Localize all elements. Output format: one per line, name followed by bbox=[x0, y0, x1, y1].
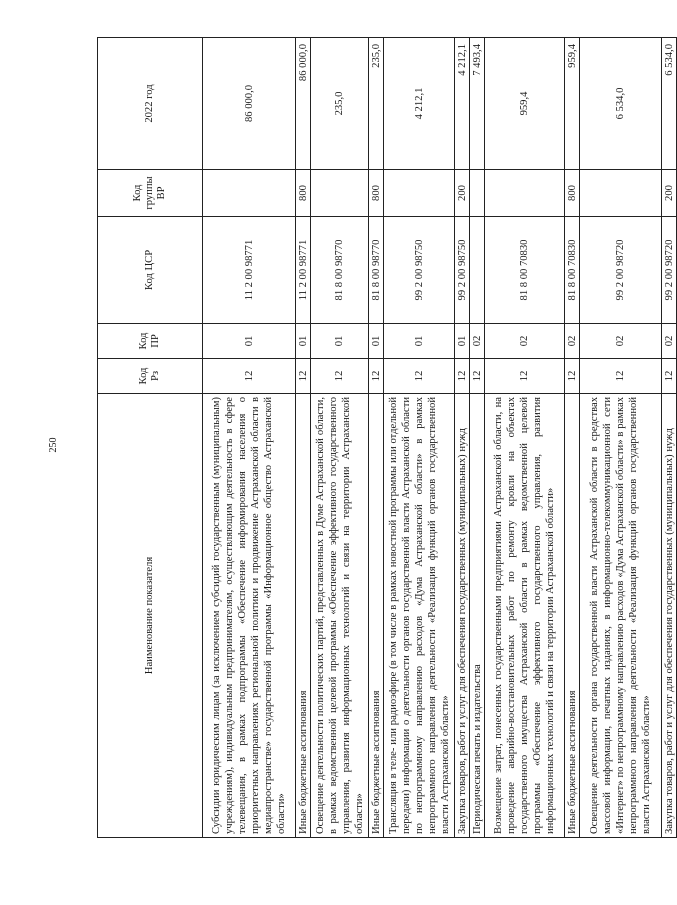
cell-pr: 01 bbox=[296, 324, 311, 359]
cell-vr: 800 bbox=[369, 170, 384, 217]
budget-table bbox=[97, 37, 677, 838]
cell-vr bbox=[470, 170, 485, 217]
header-csr: Код ЦСР bbox=[98, 217, 203, 324]
table-row bbox=[580, 38, 662, 838]
cell-pr: 01 bbox=[455, 324, 470, 359]
cell-name: Закупка товаров, работ и услуг для обеспечения государственных (муниципальных) нужд bbox=[662, 394, 677, 838]
cell-vr bbox=[384, 170, 455, 217]
cell-rz: 12 bbox=[296, 359, 311, 394]
cell-csr bbox=[470, 217, 485, 324]
cell-name: Закупка товаров, работ и услуг для обеспечения государственных (муниципальных) нужд bbox=[455, 394, 470, 838]
cell-vr bbox=[203, 170, 296, 217]
cell-rz: 12 bbox=[311, 359, 369, 394]
cell-rz: 12 bbox=[384, 359, 455, 394]
cell-name: Иные бюджетные ассигнования bbox=[369, 394, 384, 838]
table-row bbox=[470, 38, 485, 838]
table-row bbox=[485, 38, 565, 838]
cell-csr: 81 8 00 70830 bbox=[485, 217, 565, 324]
cell-name: Освещение деятельности органа государственной власти Астраханской области в средствах массовой информации, печатных изданиях, в информационно-телекоммуникационной сети «Интернет» по непрограммному направлению расходов «Дума Астраханской области» в рамках непрограммного направления деятельности «Реализация функций органов государственной власти Астраханской области» bbox=[580, 394, 662, 838]
cell-rz: 12 bbox=[455, 359, 470, 394]
cell-amount: 6 534,0 bbox=[580, 38, 662, 170]
cell-csr: 11 2 00 98771 bbox=[203, 217, 296, 324]
cell-name: Иные бюджетные ассигнования bbox=[565, 394, 580, 838]
cell-csr: 99 2 00 98750 bbox=[455, 217, 470, 324]
cell-rz: 12 bbox=[565, 359, 580, 394]
table-row bbox=[662, 38, 677, 838]
cell-amount: 959,4 bbox=[485, 38, 565, 170]
cell-amount: 4 212,1 bbox=[384, 38, 455, 170]
table-row bbox=[455, 38, 470, 838]
header-year: 2022 год bbox=[98, 38, 203, 170]
cell-name: Периодическая печать и издательства bbox=[470, 394, 485, 838]
cell-amount: 86 000,0 bbox=[203, 38, 296, 170]
cell-pr: 02 bbox=[485, 324, 565, 359]
cell-pr: 02 bbox=[565, 324, 580, 359]
cell-pr: 02 bbox=[580, 324, 662, 359]
cell-vr: 800 bbox=[296, 170, 311, 217]
table-row bbox=[384, 38, 455, 838]
cell-csr: 81 8 00 98770 bbox=[369, 217, 384, 324]
header-name: Наименование показателя bbox=[98, 394, 203, 838]
cell-rz: 12 bbox=[470, 359, 485, 394]
cell-rz: 12 bbox=[369, 359, 384, 394]
page-number: 250 bbox=[48, 437, 59, 453]
cell-pr: 01 bbox=[384, 324, 455, 359]
rotated-page bbox=[97, 38, 675, 838]
header-vr: Код группы ВР bbox=[98, 170, 203, 217]
cell-pr: 01 bbox=[203, 324, 296, 359]
cell-csr: 99 2 00 98720 bbox=[662, 217, 677, 324]
cell-name: Иные бюджетные ассигнования bbox=[296, 394, 311, 838]
cell-amount: 7 493,4 bbox=[470, 38, 485, 170]
cell-rz: 12 bbox=[580, 359, 662, 394]
cell-amount: 4 212,1 bbox=[455, 38, 470, 170]
table-body bbox=[203, 38, 677, 838]
cell-name: Освещение деятельности политических партий, представленных в Думе Астраханской области, в рамках ведомственной целевой программы «Обеспечение эффективного государственного управления, развития информационных технологий и связи на территории Астраханской области» bbox=[311, 394, 369, 838]
cell-csr: 99 2 00 98750 bbox=[384, 217, 455, 324]
table-row bbox=[203, 38, 296, 838]
table-row bbox=[369, 38, 384, 838]
cell-name: Возмещение затрат, понесенных государственными предприятиями Астраханской области, на проведение аварийно-восстановительных работ по ремонту кровли на объектах государственного имущества Астраханской области в рамках ведомственной целевой программы «Обеспечение эффективного государственного управления, развития информационных технологий и связи на территории Астраханской области» bbox=[485, 394, 565, 838]
cell-vr bbox=[485, 170, 565, 217]
cell-vr: 800 bbox=[565, 170, 580, 217]
cell-csr: 11 2 00 98771 bbox=[296, 217, 311, 324]
cell-vr bbox=[311, 170, 369, 217]
cell-amount: 235,0 bbox=[311, 38, 369, 170]
cell-csr: 81 8 00 70830 bbox=[565, 217, 580, 324]
cell-amount: 959,4 bbox=[565, 38, 580, 170]
table-row bbox=[296, 38, 311, 838]
cell-pr: 01 bbox=[311, 324, 369, 359]
table-row bbox=[565, 38, 580, 838]
header-rz: Код Рз bbox=[98, 359, 203, 394]
cell-rz: 12 bbox=[203, 359, 296, 394]
cell-amount: 6 534,0 bbox=[662, 38, 677, 170]
header-pr: Код ПР bbox=[98, 324, 203, 359]
cell-rz: 12 bbox=[662, 359, 677, 394]
cell-pr: 02 bbox=[662, 324, 677, 359]
cell-amount: 86 000,0 bbox=[296, 38, 311, 170]
cell-csr: 81 8 00 98770 bbox=[311, 217, 369, 324]
cell-pr: 02 bbox=[470, 324, 485, 359]
cell-vr: 200 bbox=[662, 170, 677, 217]
cell-name: Субсидии юридическим лицам (за исключением субсидий государственным (муниципальным) учреждениям), индивидуальным предпринимателям, осуществляющим деятельность в сфере телевещания, в рамках подпрограммы «Обеспечение информирования населения о приоритетных направлениях региональной политики и продвижение Астраханской области в медиапространстве» государственной программы «Информационное общество Астраханской области» bbox=[203, 394, 296, 838]
cell-vr: 200 bbox=[455, 170, 470, 217]
cell-amount: 235,0 bbox=[369, 38, 384, 170]
table-row bbox=[311, 38, 369, 838]
header-row bbox=[98, 38, 203, 838]
cell-pr: 01 bbox=[369, 324, 384, 359]
cell-vr bbox=[580, 170, 662, 217]
cell-rz: 12 bbox=[485, 359, 565, 394]
cell-csr: 99 2 00 98720 bbox=[580, 217, 662, 324]
cell-name: Трансляция в теле- или радиоэфире (в том числе в рамках новостной программы или отдельной передачи) информации о деятельности органов государственной власти Астраханской области по непрограммному направлению расходов «Дума Астраханской области» в рамках непрограммного направления деятельности «Реализация функций органов государственной власти Астраханской области» bbox=[384, 394, 455, 838]
